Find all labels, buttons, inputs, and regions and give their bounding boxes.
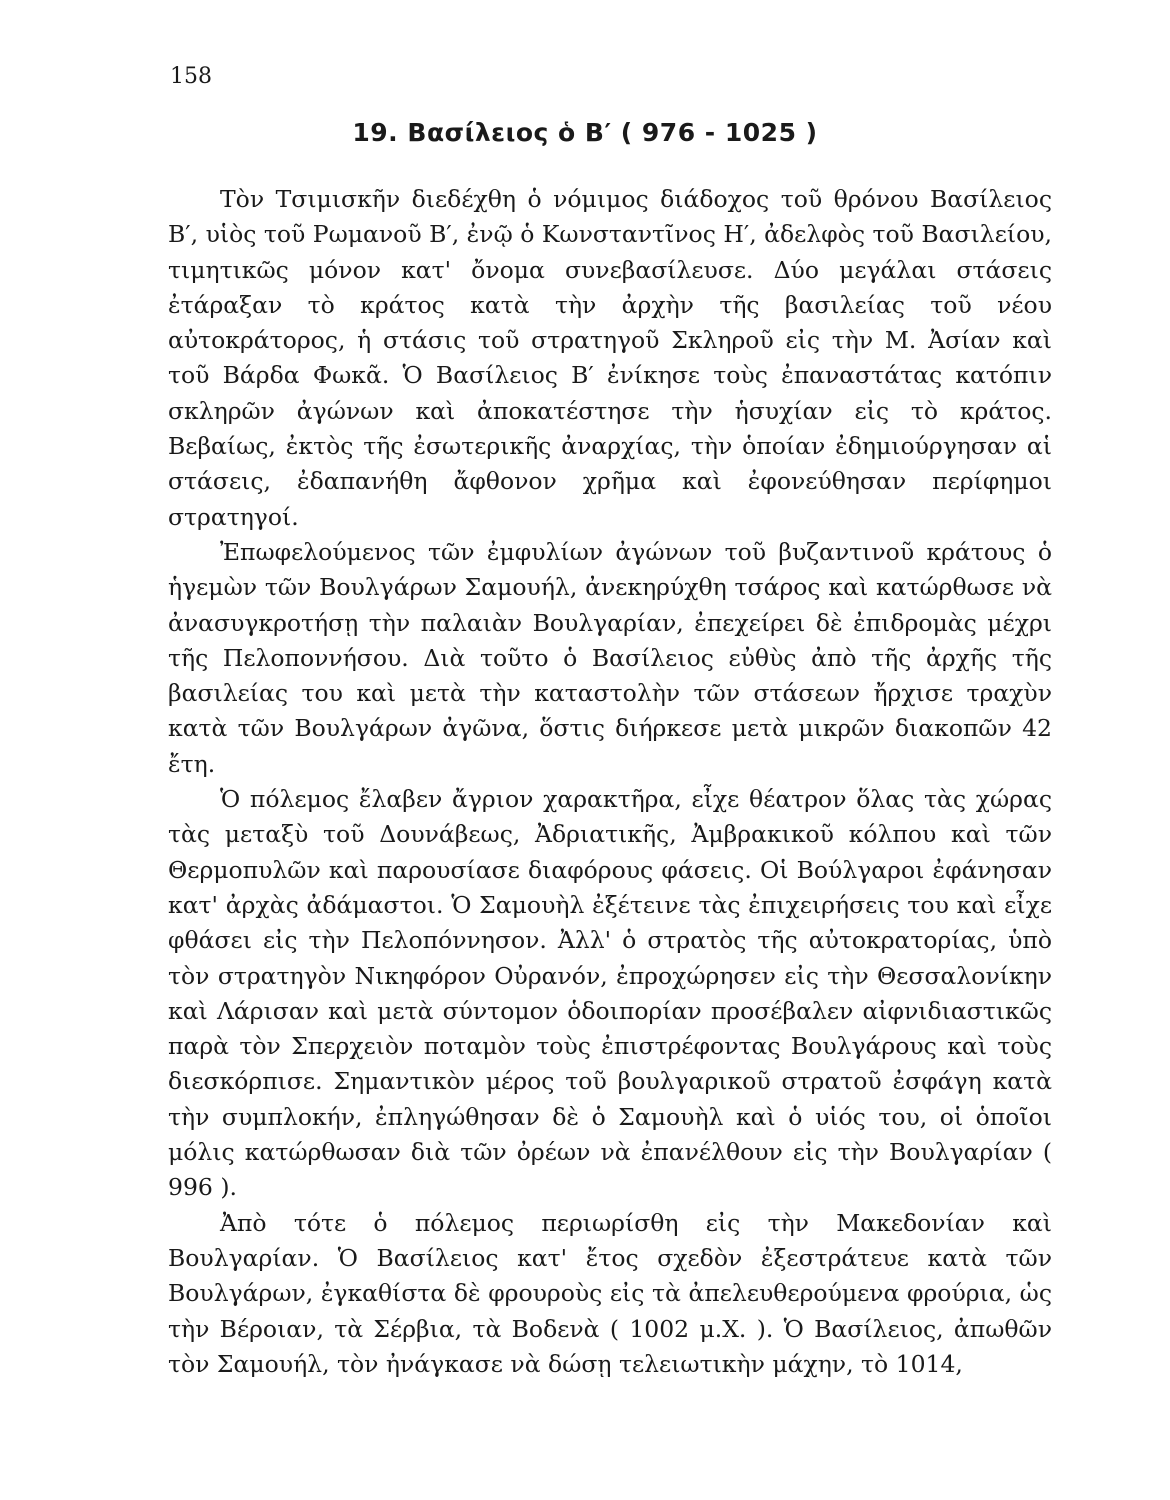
paragraph-4: Ἀπὸ τότε ὁ πόλεμος περιωρίσθη εἰς τὴν Μακεδονίαν καὶ Βουλγαρίαν. Ὁ Βασίλειος κατ' ἔτος σχεδὸν ἐξεστράτευε κατὰ τῶν Βουλγάρων, ἐγκαθίστα δὲ φρουροὺς εἰς τὰ ἀπελευθερούμενα φρούρια, ὡς τὴν Βέροιαν, τὰ Σέρβια, τὰ Βοδενὰ ( 1002 μ.Χ. ). Ὁ Βασίλειος, ἀπωθῶν τὸν Σαμουήλ, τὸν ἠνάγκασε νὰ δώσῃ τελειωτικὴν μάχην, τὸ 1014, <box>168 1208 1052 1378</box>
paragraph-2: Ἐπωφελούμενος τῶν ἐμφυλίων ἀγώνων τοῦ βυζαντινοῦ κράτους ὁ ἡγεμὼν τῶν Βουλγάρων Σαμουήλ, ἀνεκηρύχθη τσάρος καὶ κατώρθωσε νὰ ἀνασυγκροτήσῃ τὴν παλαιὰν Βουλγαρίαν, ἐπεχείρει δὲ ἐπιδρομὰς μέχρι τῆς Πελοποννήσου. Διὰ τοῦτο ὁ Βασίλειος εὐθὺς ἀπὸ τῆς ἀρχῆς τῆς βασιλείας του καὶ μετὰ τὴν καταστολὴν τῶν στάσεων ἤρχισε τραχὺν κατὰ τῶν Βουλγάρων ἀγῶνα, ὅστις διήρκεσε μετὰ μικρῶν διακοπῶν 42 ἔτη. <box>168 537 1052 778</box>
section-heading <box>0 118 1170 147</box>
section-title: Βασίλειος ὁ Β′ <box>407 118 612 147</box>
page-number: 158 <box>170 64 212 89</box>
section-number: 19. <box>352 118 399 147</box>
body-text <box>168 182 1052 1382</box>
paragraph-3: Ὁ πόλεμος ἔλαβεν ἄγριον χαρακτῆρα, εἶχε θέατρον ὅλας τὰς χώρας τὰς μεταξὺ τοῦ Δουνάβεως, Ἀδριατικῆς, Ἀμβρακικοῦ κόλπου καὶ τῶν Θερμοπυλῶν καὶ παρουσίασε διαφόρους φάσεις. Οἱ Βούλγαροι ἐφάνησαν κατ' ἀρχὰς ἀδάμαστοι. Ὁ Σαμουὴλ ἐξέτεινε τὰς ἐπιχειρήσεις του καὶ εἶχε φθάσει εἰς τὴν Πελοπόννησον. Ἀλλ' ὁ στρατὸς τῆς αὐτοκρατορίας, ὑπὸ τὸν στρατηγὸν Νικηφόρον Οὐρανόν, ἐπροχώρησεν εἰς τὴν Θεσσαλονίκην καὶ Λάρισαν καὶ μετὰ σύντομον ὁδοιπορίαν προσέβαλεν αἰφνιδιαστικῶς παρὰ τὸν Σπερχειὸν ποταμὸν τοὺς ἐπιστρέφοντας Βουλγάρους καὶ τοὺς διεσκόρπισε. Σημαντικὸν μέρος τοῦ βουλγαρικοῦ στρατοῦ ἐσφάγη κατὰ τὴν συμπλοκήν, ἐπληγώθησαν δὲ ὁ Σαμουὴλ καὶ ὁ υἱός του, οἱ ὁποῖοι μόλις κατώρθωσαν διὰ τῶν ὀρέων νὰ ἐπανέλθουν εἰς τὴν Βουλγαρίαν ( 996 ). <box>168 785 1052 1202</box>
paragraph-1: Τὸν Τσιμισκῆν διεδέχθη ὁ νόμιμος διάδοχος τοῦ θρόνου Βασίλειος Β′, υἱὸς τοῦ Ρωμανοῦ Β′, ἐνῷ ὁ Κωνσταντῖνος Η′, ἀδελφὸς τοῦ Βασιλείου, τιμητικῶς μόνον κατ' ὄνομα συνεβασίλευσε. Δύο μεγάλαι στάσεις ἐτάραξαν τὸ κράτος κατὰ τὴν ἀρχὴν τῆς βασιλείας τοῦ νέου αὐτοκράτορος, ἡ στάσις τοῦ στρατηγοῦ Σκληροῦ εἰς τὴν Μ. Ἀσίαν καὶ τοῦ Βάρδα Φωκᾶ. Ὁ Βασίλειος Β′ ἐνίκησε τοὺς ἐπαναστάτας κατόπιν σκληρῶν ἀγώνων καὶ ἀποκατέστησε τὴν ἡσυχίαν εἰς τὸ κράτος. Βεβαίως, ἐκτὸς τῆς ἐσωτερικῆς ἀναρχίας, τὴν ὁποίαν ἐδημιούργησαν αἱ στάσεις, ἐδαπανήθη ἄφθονον χρῆμα καὶ ἐφονεύθησαν περίφημοι στρατηγοί. <box>168 185 1052 531</box>
section-dates: ( 976 - 1025 ) <box>620 118 818 147</box>
